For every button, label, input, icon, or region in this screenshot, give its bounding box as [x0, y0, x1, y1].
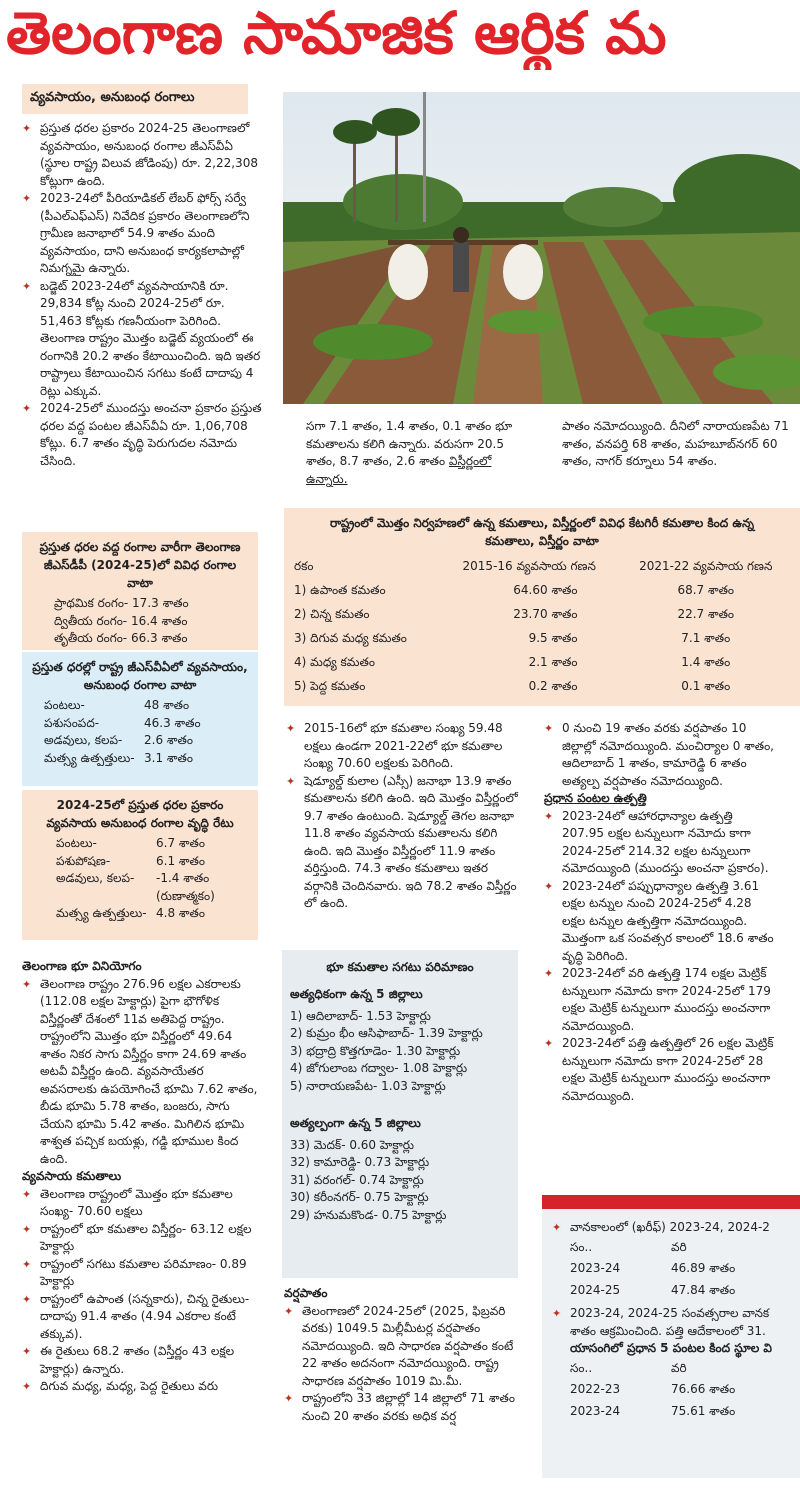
mid-underlined-text: విస్తీర్ణంలో ఉన్నారు.	[306, 454, 492, 486]
red-bar	[542, 1195, 800, 1209]
center-bullet: ✦ 2015-16లో భూ కమతాల సంఖ్య 59.48 లక్షలు ఉండగా 2021-22లో భూ కమతాల సంఖ్య 70.60 లక్షలకు పెరిగింది.	[286, 720, 522, 773]
box-row	[44, 732, 250, 750]
table-row	[290, 650, 794, 674]
land-use-bullet: ✦ తెలంగాణ రాష్ట్రం 276.96 లక్షల ఎకరాలకు (112.08 లక్షల హెక్టార్లు) పైగా భౌగోళిక విస్తీర్ణంతో దేశంలో 11వ అతిపెద్ద రాష్ట్రం. రాష్ట్రంలోని మొత్తం భూ విస్తీర్ణంలో 49.64 శాతం నికర సాగు విస్తీర్ణం కాగా 24.69 శాతం అటవీ విస్తీర్ణం ఉంది. వ్యవసాయేతర అవసరాలకు ఉపయోగించే భూమి 7.62 శాతం, బీడు భూమి 5.78 శాతం, బంజరు, సాగు చేయని భూమి 5.42 శాతం. మిగిలిన భూమి శాశ్వత పచ్చిక బయళ్లు, గడ్డి భూముల కింద ఉంది.	[22, 976, 262, 1169]
left-bullet: ✦ ప్రస్తుత ధరల ప్రకారం 2024-25 తెలంగాణలో వ్యవసాయం, అనుబంధ రంగాల జీఎస్‌వీఏ (స్థూల రాష్ట్ర విలువ జోడింపు) రూ. 2,22,308 కోట్లుగా ఉంది.	[22, 120, 262, 190]
holdings-bullet: ✦ ఈ రైతులు 68.2 శాతం (విస్తీర్ణం 43 లక్షల హెక్టార్లు) ఉన్నారు.	[22, 1343, 262, 1378]
table-cell: 2023-24	[570, 1403, 621, 1418]
box-row	[44, 715, 250, 733]
farm-illustration	[283, 92, 800, 404]
district-item: 3) భద్రాద్రి కొత్తగూడెం- 1.30 హెక్టార్లు	[290, 1043, 461, 1058]
right-column	[544, 720, 776, 1105]
row-value: 46.3 శాతం	[144, 715, 201, 730]
box-title: 2024-25లో ప్రస్తుత ధరల ప్రకారం వ్యవసాయ అనుబంధ రంగాల వృద్ధి రేటు	[46, 798, 234, 830]
table-cell: 2022-23	[570, 1382, 621, 1396]
row-value: 48 శాతం	[144, 698, 190, 712]
mid-paragraph: పాతం నమోదయ్యింది. దీనిలో నారాయణపేట 71 శాతం, వనపర్తి 68 శాతం, మహబూబ్‌నగర్ 60 శాతం, నాగర్ కర్నూలు 54 శాతం.	[562, 419, 789, 468]
top-districts-title: అత్యధికంగా ఉన్న 5 జిల్లాలు	[290, 987, 423, 1001]
table-cell: 5) పెద్ద కమతం	[294, 679, 366, 693]
table-row	[290, 626, 794, 650]
table-cell: 1.4 శాతం	[681, 655, 731, 669]
box-row	[44, 697, 250, 715]
table-cell: 2023-24	[570, 1261, 621, 1275]
table-cell: 0.2 శాతం	[528, 679, 578, 693]
rainfall-bullet: ✦ తెలంగాణలో 2024-25లో (2025, ఫిబ్రవరి వరకు) 1049.5 మిల్లీమీటర్ల వర్షపాతం నమోదయ్యింది. ఇది సాధారణ వర్షపాతం కంటే 22 శాతం అదనంగా నమోదయ్యింది. రాష్ట్ర సాధారణ వర్షపాతం 1019 మి.మీ.	[284, 1303, 522, 1391]
row-key: పంటలు-	[44, 698, 85, 712]
table-header: వరి	[671, 1239, 687, 1254]
paddy-bullet: ✦ వానకాలంలో (ఖరీఫ్) 2023-24, 2024-2	[552, 1219, 800, 1237]
row-key: పశుపోషణ-	[56, 853, 111, 868]
row-value: 2.6 శాతం	[144, 733, 193, 747]
growth-rate-box	[22, 790, 258, 940]
table-cell: 68.7 శాతం	[677, 583, 734, 597]
table-cell: 46.89 శాతం	[671, 1261, 736, 1275]
page-title: తెలంగాణ సామాజిక ఆర్థిక మ	[6, 0, 667, 67]
rainfall-title: వర్షపాతం	[284, 1286, 328, 1300]
center-column	[286, 720, 522, 913]
crop-bullet: ✦ 2023-24లో పప్పుధాన్యాల ఉత్పత్తి 3.61 లక్షల టన్నుల నుంచి 2024-25లో 4.28 లక్షల టన్నుల ఉత్పత్తిగా నమోదయ్యింది. మొత్తంగా ఒక సంవత్సర కాలంలో 18.6 శాతం వృద్ధి పెరిగింది.	[544, 878, 776, 966]
mid-text-b	[562, 418, 800, 471]
row-value: (రుణాత్మకం)	[156, 888, 215, 903]
box-title: ప్రస్తుత ధరల్లో రాష్ట్ర జీఎస్‌వీఏలో వ్యవసాయం, అనుబంధ రంగాల వాటా	[32, 660, 248, 692]
table-header: సం..	[570, 1360, 593, 1375]
table-cell: 2) చిన్న కమతం	[294, 607, 370, 621]
holdings-bullet: ✦ రాష్ట్రంలో సగటు కమతాల పరిమాణం- 0.89 హెక్టార్లు	[22, 1256, 262, 1291]
table-header: 2015-16 వ్యవసాయ గణన	[462, 559, 596, 573]
table-header: సం..	[570, 1239, 593, 1254]
avg-holding-box	[282, 950, 518, 1278]
row-key: పశుసంపద-	[44, 715, 100, 730]
row-key: పంటలు-	[56, 836, 97, 850]
land-use-section	[22, 958, 262, 1396]
rainfall-bullet: ✦ 0 నుంచి 19 శాతం వరకు వర్షపాతం 10 జిల్లాల్లో నమోదయ్యింది. మంచిర్యాల 0 శాతం, ఆదిలాబాద్ 1 శాతం, కామారెడ్డి 6 శాతం అత్యల్ప వర్షపాతం నమోదయ్యింది.	[544, 720, 776, 790]
low-districts-title: అత్యల్పంగా ఉన్న 5 జిల్లాలు	[290, 1116, 421, 1130]
crop-bullet: ✦ 2023-24లో వరి ఉత్పత్తి 174 లక్షల మెట్రిక్ టన్నులుగా నమోదు కాగా 2024-25లో 179 లక్షల మెట్రిక్ టన్నులుగా ముందస్తు అంచనాగా నమోదయ్యింది.	[544, 965, 776, 1035]
table-cell: 4) మధ్య కమతం	[294, 655, 375, 669]
table-cell: 3) దిగువ మధ్య కమతం	[294, 631, 407, 645]
left-bullet: ✦ 2023-24లో పీరియాడికల్ లేబర్ ఫోర్స్ సర్వే (పీఎల్ఎఫ్ఎస్) నివేదిక ప్రకారం తెలంగాణలోని గ్రామీణ జనాభాలో 54.9 శాతం మంది వ్యవసాయం, దాని అనుబంధ కార్యకలాపాల్లో నిమగ్నమై ఉన్నారు.	[22, 190, 262, 278]
table-cell: 23.70 శాతం	[513, 607, 578, 621]
district-item: 1) ఆదిలాబాద్- 1.53 హెక్టార్లు	[290, 1008, 431, 1023]
row-value: 3.1 శాతం	[144, 750, 193, 765]
district-item: 33) మెదక్- 0.60 హెక్టార్లు	[290, 1137, 415, 1152]
box-row	[56, 888, 250, 906]
table-header: రకం	[294, 559, 314, 573]
district-item: 29) హనుమకొండ- 0.75 హెక్టార్లు	[290, 1207, 447, 1222]
box-row	[56, 870, 250, 888]
district-item: 30) కరీంనగర్- 0.75 హెక్టార్లు	[290, 1190, 429, 1204]
holdings-bullet: ✦ దిగువ మధ్య, మధ్య, పెద్ద రైతులు వరు	[22, 1378, 262, 1396]
row-key: మత్స్య ఉత్పత్తులు-	[56, 906, 147, 920]
mid-paragraph: సగా 7.1 శాతం, 1.4 శాతం, 0.1 శాతం భూ కమతాలను కలిగి ఉన్నారు. వరుసగా 20.5 శాతం, 8.7 శాతం, 2.6 శాతం	[306, 419, 513, 468]
rainfall-bullet: ✦ రాష్ట్రంలోని 33 జిల్లాల్లో 14 జిల్లాలో 71 శాతం నుంచి 20 శాతం వరకు అధిక వర్ష	[284, 1390, 522, 1425]
district-item: 32) కామారెడ్డి- 0.73 హెక్టార్లు	[290, 1155, 430, 1169]
row-key	[56, 888, 156, 906]
box-title: ప్రస్తుత ధరల వద్ద రంగాల వారీగా తెలంగాణ జీఎస్‌డీపీ (2024-25)లో వివిధ రంగాల వాటా	[39, 540, 241, 590]
table-cell: 47.84 శాతం	[671, 1282, 736, 1297]
district-item: 5) నారాయణపేట- 1.03 హెక్టార్లు	[290, 1078, 446, 1093]
crop-bullet: ✦ 2023-24లో ఆహారధాన్యాల ఉత్పత్తి 207.95 లక్షల టన్నులుగా నమోదు కాగా 2024-25లో 214.32 లక్షల టన్నులుగా నమోదయ్యింది (ముందస్తు అంచనా ప్రకారం).	[544, 808, 776, 878]
table-cell: 75.61 శాతం	[671, 1403, 736, 1418]
left-column	[22, 84, 262, 470]
table-cell: 22.7 శాతం	[677, 607, 734, 621]
land-use-title: తెలంగాణ భూ వినియోగం	[22, 959, 142, 973]
table-cell: 64.60 శాతం	[513, 583, 578, 597]
box-row: తృతీయ రంగం- 66.3 శాతం	[54, 631, 188, 645]
table-cell: 9.5 శాతం	[528, 631, 578, 645]
row-value: -1.4 శాతం	[156, 871, 210, 885]
paddy-text: యాసంగిలో ప్రధాన 5 పంటల కింద స్థూల వి	[570, 1341, 772, 1355]
farm-photo	[283, 92, 800, 404]
table-header: వరి	[671, 1360, 687, 1375]
table-header-row	[290, 554, 794, 578]
holdings-bullet: ✦ తెలంగాణ రాష్ట్రంలో మొత్తం భూ కమతాల సంఖ్య- 70.60 లక్షలు	[22, 1186, 262, 1221]
box-row	[56, 905, 250, 923]
table-header: 2021-22 వ్యవసాయ గణన	[639, 559, 773, 573]
mid-text-a	[286, 418, 530, 488]
district-item: 2) కుమ్రం భీం ఆసిఫాబాద్- 1.39 హెక్టార్లు	[290, 1026, 483, 1040]
row-value: 6.7 శాతం	[156, 836, 205, 850]
sector-share-box	[22, 532, 258, 650]
center-bullet: ✦ షెడ్యూల్డ్ కులాల (ఎస్సీ) జనాభా 13.9 శాతం కమతాలను కలిగి ఉంది. ఇది మొత్తం విస్తీర్ణంలో 9.7 శాతం ఉంటుంది. షెడ్యూల్డ్ తెగల జనాభా 11.8 శాతం వ్యవసాయ కమతాలను కలిగి ఉంది. ఇది మొత్తం విస్తీర్ణంలో 11.9 శాతం వర్తిస్తుంది. 74.3 శాతం కమతాలు ఇతర వర్గానికి చెందినవారు. ఇది 78.2 శాతం విస్తీర్ణం లో ఉంది.	[286, 773, 522, 913]
row-key: అడవులు, కలప-	[56, 871, 135, 885]
table-cell: 76.66 శాతం	[671, 1382, 736, 1396]
table-row	[290, 674, 794, 698]
box-row	[56, 853, 250, 871]
table-title: రాష్ట్రంలో మొత్తం నిర్వహణలో ఉన్న కమతాలు, విస్తీర్ణంలో వివిధ కేటగిరీ కమతాల కింద ఉన్న కమతాలు, విస్తీర్ణం వాటా	[330, 516, 754, 548]
crops-title: ప్రధాన పంటల ఉత్పత్తి	[544, 791, 647, 805]
rainfall-section	[284, 1285, 522, 1425]
holdings-table-box	[284, 508, 800, 706]
left-bullet: ✦ బడ్జెట్ 2023-24లో వ్యవసాయానికి రూ. 29,834 కోట్ల నుంచి 2024-25లో రూ. 51,463 కోట్లకు గణనీయంగా పెరిగింది. తెలంగాణ రాష్ట్రం మొత్తం బడ్జెట్ వ్యయంలో ఈ రంగానికి 20.2 శాతం కేటాయించింది. ఇది ఇతర రాష్ట్రాలు కేటాయించిన సగటు కంటే దాదాపు 4 రెట్లు ఎక్కువ.	[22, 278, 262, 401]
holdings-table	[290, 554, 794, 698]
table-cell: 2.1 శాతం	[528, 655, 578, 669]
paddy-bullet: ✦ 2023-24, 2024-25 సంవత్సరాల వానక	[552, 1305, 800, 1323]
section-title: వ్యవసాయం, అనుబంధ రంగాలు	[22, 84, 248, 114]
table-row	[290, 602, 794, 626]
box-row: ప్రాథమిక రంగం- 17.3 శాతం	[54, 596, 189, 610]
box-row	[56, 835, 250, 853]
row-key: మత్స్య ఉత్పత్తులు-	[44, 750, 135, 765]
row-key: అడవులు, కలప-	[44, 733, 123, 747]
agri-share-box	[22, 652, 258, 786]
paddy-share-box	[542, 1195, 800, 1478]
left-bullet: ✦ 2024-25లో ముందస్తు అంచనా ప్రకారం ప్రస్తుత ధరల వద్ద పంటల జీఎస్‌వీఏ రూ. 1,06,708 కోట్లు. 6.7 శాతం వృద్ధి పెరుగుదల నమోదు చేసింది.	[22, 400, 262, 470]
box-row	[44, 750, 250, 768]
holdings-title: వ్యవసాయ కమతాలు	[22, 1169, 122, 1183]
paddy-table	[570, 1237, 736, 1302]
box-row: ద్వితీయ రంగం- 16.4 శాతం	[54, 613, 188, 628]
row-value: 4.8 శాతం	[156, 906, 205, 920]
table-cell: 2024-25	[570, 1282, 621, 1297]
district-item: 4) జోగులాంబ గద్వాల- 1.08 హెక్టార్లు	[290, 1061, 468, 1075]
table-cell: 1) ఉపాంత కమతం	[294, 583, 386, 597]
crop-bullet: ✦ 2023-24లో పత్తి ఉత్పత్తిలో 26 లక్షల మెట్రిక్ టన్నులుగా నమోదు కాగా 2024-25లో 28 లక్షల మెట్రిక్ టన్నులుగా ముందస్తు అంచనాగా నమోదయ్యింది.	[544, 1035, 776, 1105]
table-row	[290, 578, 794, 602]
holdings-bullet: ✦ రాష్ట్రంలో భూ కమతాల విస్తీర్ణం- 63.12 లక్షల హెక్టార్లు	[22, 1221, 262, 1256]
row-value: 6.1 శాతం	[156, 853, 205, 868]
table-cell: 0.1 శాతం	[681, 679, 731, 693]
box-title: భూ కమతాల సగటు పరిమాణం	[326, 960, 474, 974]
paddy-text: శాతం ఆక్రమించింది. పత్తి ఆదేకాలంలో 31.	[570, 1323, 766, 1338]
table-cell: 7.1 శాతం	[681, 631, 731, 645]
paddy-table	[570, 1358, 736, 1423]
district-item: 31) వరంగల్- 0.74 హెక్టార్లు	[290, 1172, 424, 1187]
holdings-bullet: ✦ రాష్ట్రంలో ఉపాంత (సన్నకారు), చిన్న రైతులు- దాదాపు 91.4 శాతం (4.94 ఎకరాల కంటే తక్కువ).	[22, 1291, 262, 1344]
